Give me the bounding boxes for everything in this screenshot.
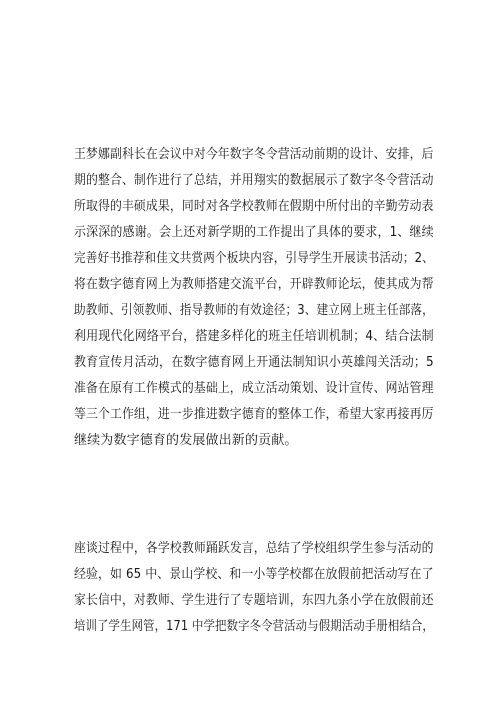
text-line: 将在数字德育网上为教师搭建交流平台，开辟教师论坛，使其成为帮 [74,277,434,292]
text-line: 等三个工作组，进一步推进数字德育的整体工作，希望大家再接再厉 [74,407,434,422]
text-line: 家长信中，对教师、学生进行了专题培训，东四九条小学在放假前还 [74,593,434,608]
text-line: 经验，如 65 中、景山学校、和一小等学校都在放假前把活动写在了 [74,567,434,582]
text-line: 座谈过程中，各学校教师踊跃发言，总结了学校组织学生参与活动的 [74,541,434,556]
paragraph-discussion [74,536,434,640]
text-line: 所取得的丰硕成果，同时对各学校教师在假期中所付出的辛勤劳动表 [74,199,434,214]
text-line: 准备在原有工作模式的基础上，成立活动策划、设计宣传、网站管理 [74,381,434,396]
text-line: 王梦娜副科长在会议中对今年数字冬令营活动前期的设计、安排，后 [74,147,434,162]
text-line: 继续为数字德育的发展做出新的贡献。 [74,433,298,448]
text-line: 完善好书推荐和佳文共赏两个板块内容，引导学生开展读书活动；2、 [74,251,434,266]
text-line: 助教师、引领教师、指导教师的有效途径；3、建立网上班主任部落， [74,303,434,318]
text-line: 培训了学生网管，171 中学把数字冬令营活动与假期活动手册相结合， [74,619,434,634]
text-line: 教育宣传月活动，在数字德育网上开通法制知识小英雄闯关活动；5 [74,355,434,370]
text-line: 期的整合、制作进行了总结，并用翔实的数据展示了数字冬令营活动 [74,173,434,188]
text-line: 利用现代化网络平台，搭建多样化的班主任培训机制；4、结合法制 [74,329,434,344]
paragraph-meeting-summary [74,142,434,454]
text-line: 示深深的感谢。会上还对新学期的工作提出了具体的要求，1、继续 [74,225,434,240]
